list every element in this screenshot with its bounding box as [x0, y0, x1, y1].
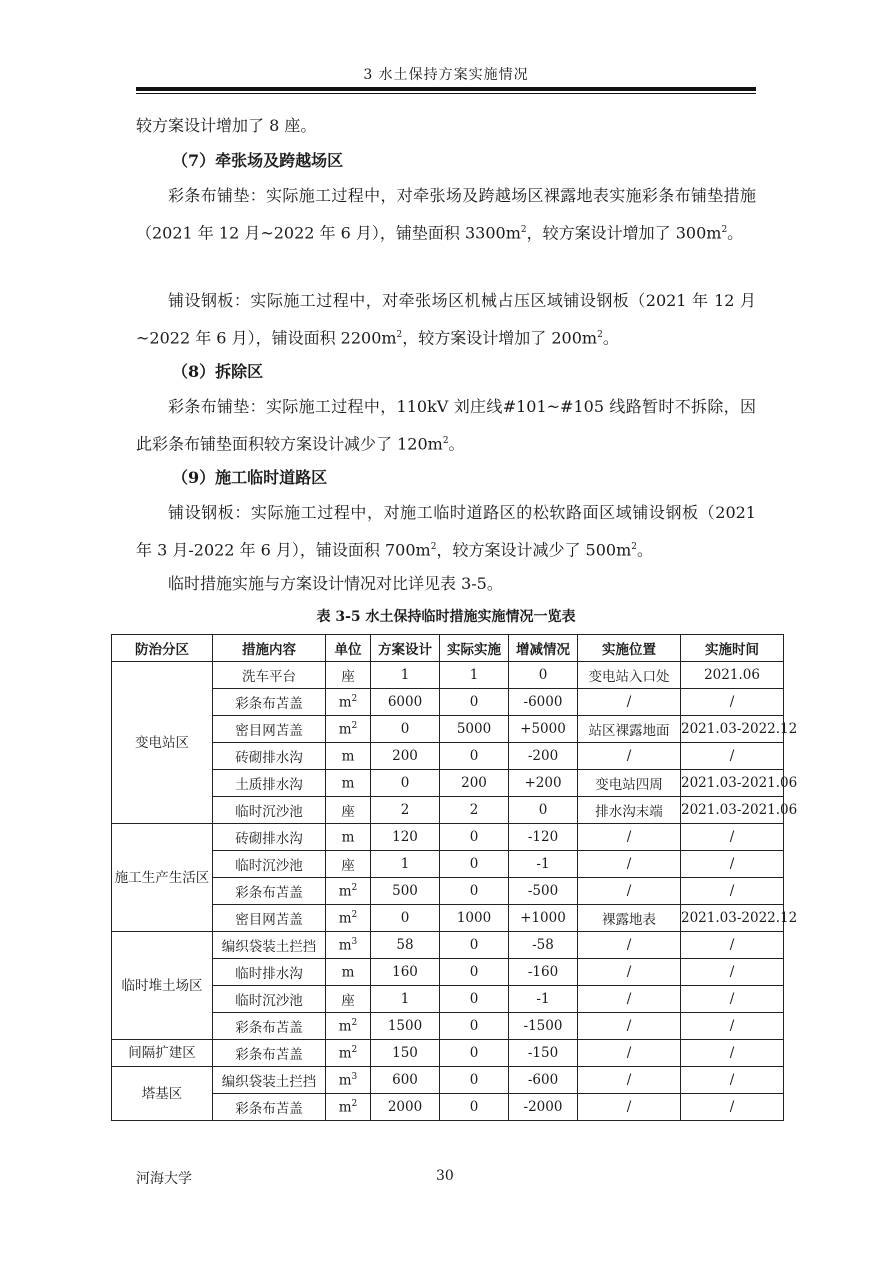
- time-cell: /: [681, 1013, 784, 1040]
- actual-cell: 0: [440, 1040, 509, 1067]
- time-cell: 2021.06: [681, 662, 784, 689]
- planned-cell: 150: [371, 1040, 440, 1067]
- planned-cell: 200: [371, 743, 440, 770]
- unit-cell: $m^2$: [326, 689, 371, 716]
- unit-cell: $m^2$: [326, 878, 371, 905]
- location-cell: /: [578, 878, 681, 905]
- time-cell: 2021.03-2022.12: [681, 716, 784, 743]
- measure-cell: 临时沉沙池: [213, 797, 326, 824]
- planned-cell: 0: [371, 770, 440, 797]
- table-row: [112, 878, 784, 905]
- unit-cell: 座: [326, 851, 371, 878]
- planned-cell: 0: [371, 716, 440, 743]
- zone-cell: 临时堆土场区: [112, 932, 213, 1040]
- location-cell: /: [578, 851, 681, 878]
- actual-cell: 0: [440, 1094, 509, 1121]
- table-row: [112, 1040, 784, 1067]
- change-cell: -1: [509, 986, 578, 1013]
- time-cell: 2021.03-2021.06: [681, 770, 784, 797]
- measure-cell: 洗车平台: [213, 662, 326, 689]
- table-row: [112, 716, 784, 743]
- header-cell: 增减情况: [509, 635, 578, 662]
- paragraph-8: 彩条布铺垫：实际施工过程中，110kV 刘庄线#101~#105 线路暂时不拆除，因此彩条布铺垫面积较方案设计减少了 $120m^2$。: [136, 397, 756, 454]
- time-cell: /: [681, 851, 784, 878]
- actual-cell: 1: [440, 662, 509, 689]
- change-cell: +1000: [509, 905, 578, 932]
- change-cell: 0: [509, 797, 578, 824]
- page-header: 3 水土保持方案实施情况: [363, 67, 529, 83]
- table-row: [112, 905, 784, 932]
- measure-cell: 彩条布苫盖: [213, 1094, 326, 1121]
- change-cell: -120: [509, 824, 578, 851]
- time-cell: 2021.03-2022.12: [681, 905, 784, 932]
- footer-organization: 河海大学: [136, 1171, 192, 1187]
- time-cell: 2021.03-2021.06: [681, 797, 784, 824]
- time-cell: /: [681, 743, 784, 770]
- planned-cell: 1: [371, 662, 440, 689]
- unit-cell: 座: [326, 662, 371, 689]
- table-row: [112, 1067, 784, 1094]
- measure-cell: 砖砌排水沟: [213, 743, 326, 770]
- table-header-row: [112, 635, 784, 662]
- time-cell: /: [681, 1067, 784, 1094]
- planned-cell: 58: [371, 932, 440, 959]
- actual-cell: 0: [440, 932, 509, 959]
- actual-cell: 0: [440, 824, 509, 851]
- unit-cell: m: [326, 824, 371, 851]
- change-cell: -600: [509, 1067, 578, 1094]
- unit-cell: 座: [326, 797, 371, 824]
- change-cell: -200: [509, 743, 578, 770]
- change-cell: -1: [509, 851, 578, 878]
- unit-cell: $m^3$: [326, 1067, 371, 1094]
- planned-cell: 500: [371, 878, 440, 905]
- actual-cell: 0: [440, 689, 509, 716]
- table-row: [112, 851, 784, 878]
- change-cell: -1500: [509, 1013, 578, 1040]
- planned-cell: 160: [371, 959, 440, 986]
- planned-cell: 120: [371, 824, 440, 851]
- planned-cell: 1: [371, 986, 440, 1013]
- section-heading-7: （7）牵张场及跨越场区: [172, 151, 344, 170]
- header-cell: 防治分区: [112, 635, 213, 662]
- measure-cell: 密目网苫盖: [213, 905, 326, 932]
- actual-cell: 200: [440, 770, 509, 797]
- unit-cell: m: [326, 770, 371, 797]
- zone-cell: 塔基区: [112, 1067, 213, 1121]
- unit-cell: $m^2$: [326, 1040, 371, 1067]
- measure-cell: 彩条布苫盖: [213, 1013, 326, 1040]
- zone-cell: 施工生产生活区: [112, 824, 213, 932]
- table-row: [112, 959, 784, 986]
- header-rule-thick: [136, 87, 756, 91]
- table-row: [112, 689, 784, 716]
- header-rule-thin: [136, 93, 756, 94]
- table-row: [112, 1013, 784, 1040]
- header-cell: 单位: [326, 635, 371, 662]
- actual-cell: 0: [440, 986, 509, 1013]
- planned-cell: 0: [371, 905, 440, 932]
- location-cell: /: [578, 959, 681, 986]
- actual-cell: 1000: [440, 905, 509, 932]
- paragraph-9: 铺设钢板：实际施工过程中，对施工临时道路区的松软路面区域铺设钢板（2021 年 3 月-2022 年 6 月），铺设面积 $700m^2$，较方案设计减少了 $500m^2$。: [136, 503, 756, 560]
- measure-cell: 编织袋装土拦挡: [213, 1067, 326, 1094]
- unit-cell: $m^2$: [326, 905, 371, 932]
- location-cell: /: [578, 824, 681, 851]
- location-cell: /: [578, 986, 681, 1013]
- change-cell: 0: [509, 662, 578, 689]
- measure-cell: 密目网苫盖: [213, 716, 326, 743]
- time-cell: /: [681, 689, 784, 716]
- planned-cell: 1500: [371, 1013, 440, 1040]
- change-cell: -160: [509, 959, 578, 986]
- change-cell: -150: [509, 1040, 578, 1067]
- planned-cell: 600: [371, 1067, 440, 1094]
- time-cell: /: [681, 1094, 784, 1121]
- paragraph-7a: 彩条布铺垫：实际施工过程中，对牵张场及跨越场区裸露地表实施彩条布铺垫措施（2021 年 12 月~2022 年 6 月），铺垫面积 $3300m^2$，较方案设计增加了 $300m^2$。: [136, 186, 756, 243]
- location-cell: 变电站入口处: [578, 662, 681, 689]
- location-cell: 变电站四周: [578, 770, 681, 797]
- measure-cell: 编织袋装土拦挡: [213, 932, 326, 959]
- table-row: [112, 743, 784, 770]
- measure-cell: 临时排水沟: [213, 959, 326, 986]
- header-cell: 方案设计: [371, 635, 440, 662]
- actual-cell: 0: [440, 851, 509, 878]
- location-cell: /: [578, 1067, 681, 1094]
- actual-cell: 0: [440, 878, 509, 905]
- section-heading-8: （8）拆除区: [172, 362, 264, 381]
- header-cell: 实施位置: [578, 635, 681, 662]
- location-cell: /: [578, 1013, 681, 1040]
- time-cell: /: [681, 986, 784, 1013]
- table-row: [112, 932, 784, 959]
- zone-cell: 间隔扩建区: [112, 1040, 213, 1067]
- table-row: [112, 824, 784, 851]
- measure-cell: 彩条布苫盖: [213, 1040, 326, 1067]
- location-cell: 站区裸露地面: [578, 716, 681, 743]
- measure-cell: 土质排水沟: [213, 770, 326, 797]
- planned-cell: 1: [371, 851, 440, 878]
- planned-cell: 6000: [371, 689, 440, 716]
- unit-cell: m: [326, 959, 371, 986]
- location-cell: 排水沟末端: [578, 797, 681, 824]
- page-number: 30: [436, 1168, 454, 1184]
- time-cell: /: [681, 932, 784, 959]
- change-cell: -58: [509, 932, 578, 959]
- paragraph-10: 临时措施实施与方案设计情况对比详见表 3-5。: [168, 574, 503, 593]
- header-cell: 实施时间: [681, 635, 784, 662]
- section-heading-9: （9）施工临时道路区: [172, 468, 328, 487]
- header-cell: 措施内容: [213, 635, 326, 662]
- table-row: [112, 1094, 784, 1121]
- time-cell: /: [681, 1040, 784, 1067]
- change-cell: -6000: [509, 689, 578, 716]
- change-cell: +200: [509, 770, 578, 797]
- zone-cell: 变电站区: [112, 662, 213, 824]
- unit-cell: m: [326, 743, 371, 770]
- location-cell: /: [578, 1094, 681, 1121]
- table-row: [112, 662, 784, 689]
- header-cell: 实际实施: [440, 635, 509, 662]
- actual-cell: 0: [440, 1067, 509, 1094]
- location-cell: 裸露地表: [578, 905, 681, 932]
- actual-cell: 5000: [440, 716, 509, 743]
- measures-table: [111, 634, 798, 1121]
- measure-cell: 临时沉沙池: [213, 986, 326, 1013]
- planned-cell: 2: [371, 797, 440, 824]
- change-cell: +5000: [509, 716, 578, 743]
- measure-cell: 砖砌排水沟: [213, 824, 326, 851]
- table-row: [112, 797, 784, 824]
- unit-cell: $m^2$: [326, 1094, 371, 1121]
- actual-cell: 2: [440, 797, 509, 824]
- planned-cell: 2000: [371, 1094, 440, 1121]
- actual-cell: 0: [440, 1013, 509, 1040]
- location-cell: /: [578, 1040, 681, 1067]
- paragraph-continued: 较方案设计增加了 8 座。: [136, 116, 317, 135]
- unit-cell: 座: [326, 986, 371, 1013]
- table-row: [112, 986, 784, 1013]
- measure-cell: 彩条布苫盖: [213, 689, 326, 716]
- location-cell: /: [578, 932, 681, 959]
- change-cell: -500: [509, 878, 578, 905]
- location-cell: /: [578, 743, 681, 770]
- unit-cell: $m^3$: [326, 932, 371, 959]
- actual-cell: 0: [440, 743, 509, 770]
- time-cell: /: [681, 959, 784, 986]
- location-cell: /: [578, 689, 681, 716]
- table-caption: 表 3-5 水土保持临时措施实施情况一览表: [316, 609, 576, 625]
- unit-cell: $m^2$: [326, 716, 371, 743]
- paragraph-7b: 铺设钢板：实际施工过程中，对牵张场区机械占压区域铺设钢板（2021 年 12 月~2022 年 6 月），铺设面积 $2200m^2$，较方案设计增加了 $200m^2$。: [136, 291, 756, 348]
- measure-cell: 临时沉沙池: [213, 851, 326, 878]
- table-row: [112, 770, 784, 797]
- time-cell: /: [681, 824, 784, 851]
- actual-cell: 0: [440, 959, 509, 986]
- measure-cell: 彩条布苫盖: [213, 878, 326, 905]
- time-cell: /: [681, 878, 784, 905]
- change-cell: -2000: [509, 1094, 578, 1121]
- unit-cell: $m^2$: [326, 1013, 371, 1040]
